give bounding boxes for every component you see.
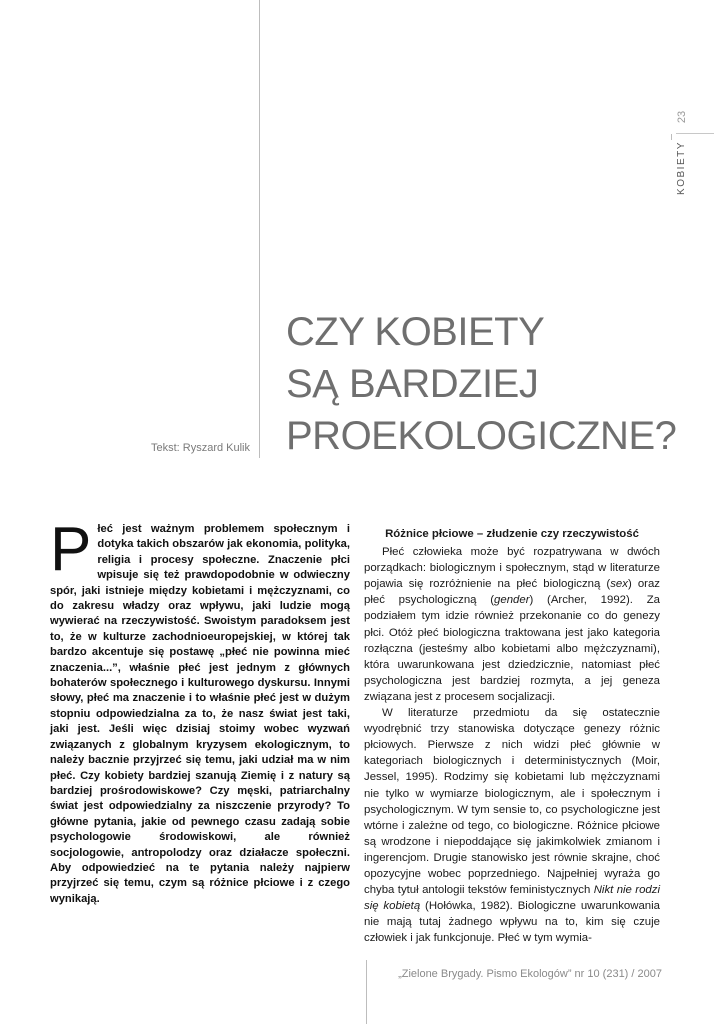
title-line-1: CZY KOBIETY [286, 310, 545, 354]
footer-divider-line [366, 960, 367, 1024]
drop-cap: P [50, 515, 92, 584]
sidebar-rule [676, 133, 714, 134]
body-paragraph-1: Płeć człowieka może być rozpatrywana w dwóch porządkach: biologicznym i społecznym, stąd w literaturze pojawia się rozróżnienie na płeć biologiczną (sex) oraz płeć psychologiczną (gender) (Archer, 1992). Za podziałem tym idzie również przekonanie co do genezy płci. Otóż płeć biologiczna traktowana jest jako kategoria rozłączna (jesteśmy albo kobietami albo mężczyznami), która uwarunkowana jest dziedzicznie, natomiast płeć psychologiczna jest bardziej rozmyta, a jej geneza związana jest z procesem socjalizacji. [364, 546, 660, 703]
section-label: KOBIETY [676, 141, 687, 195]
section-heading: Różnice płciowe – złudzenie czy rzeczywistość [385, 528, 639, 540]
author-credit: Tekst: Ryszard Kulik [150, 442, 250, 454]
body-paragraph-2: W literaturze przedmiotu da się ostatecznie wyodrębnić trzy stanowiska dotyczące genezy różnic płciowych. Pierwsze z nich widzi płeć głównie w kategoriach biologicznych i deterministycznych (Moir, Jessel, 1995). Rodzimy się kobietami lub mężczyznami nie tylko w wymiarze biologicznym, ale i społecznym i psychologicznym. W tym sensie to, co psychologiczne jest wtórne i zależne od tego, co biologiczne. Różnice płciowe są wrodzone i niepoddające się jakimkolwiek zmianom i ingerencjom. Drugie stanowisko jest równie skrajne, choć opozycyjne wobec poprzedniego. Najpełniej wyraża go chyba tytuł antologii tekstów feministycznych Nikt nie rodzi się kobietą (Hołówka, 1982). Biologiczne uwarunkowania nie mają tutaj żadnego wpływu na to, kim się czuje człowiek i jak funkcjonuje. Płeć w tym wymia- [364, 707, 660, 945]
page-number: 23 [676, 110, 688, 124]
title-line-2: SĄ BARDZIEJ [286, 362, 539, 406]
title-line-3: PROEKOLOGICZNE? [286, 414, 677, 458]
intro-paragraph [50, 515, 350, 907]
footer-citation: „Zielone Brygady. Pismo Ekologów” nr 10 (231) / 2007 [398, 968, 662, 980]
header-divider-line [259, 0, 260, 458]
article-title [286, 306, 686, 462]
article-body [364, 526, 660, 946]
sidebar-divider-line [671, 134, 672, 140]
intro-text: łeć jest ważnym problemem społecznym i dotyka takich obszarów jak ekonomia, polityka, religia i procesy społeczne. Znaczenie płci wpisuje się też prawdopodobnie w odwieczny spór, jaki istnieje między kobietami i mężczyznami, co do zakresu władzy oraz wpływu, jaki ludzie mogą wywierać na rzeczywistość. Swoistym paradoksem jest to, że w kulturze zachodnioeuropejskiej, w której tak bardzo akcentuje się postawę „płeć nie powinna mieć znaczenia...”, właśnie płeć jest jednym z głównych bohaterów społecznego i kulturowego dyskursu. Innymi słowy, płeć ma znaczenie i to właśnie płeć jest w dużym stopniu odpowiedzialna za to, że nasz świat jest taki, jaki jest. Jeśli więc dzisiaj stoimy wobec wyzwań związanych z globalnym kryzysem ekologicznym, to należy bacznie przyjrzeć się temu, jaki udział ma w nim płeć. Czy kobiety bardziej szanują Ziemię i z natury są bardziej prośrodowiskowe? Czy męski, patriarchalny świat jest odpowiedzialny za niszczenie przyrody? To główne pytania, jakie od pewnego czasu zadają sobie psychologowie środowiskowi, ale również socjologowie, antropolodzy oraz działacze społeczni. Aby odpowiedzieć na te pytania należy najpierw przyjrzeć się temu, czym są różnice płciowe i z czego wynikają. [50, 523, 350, 905]
